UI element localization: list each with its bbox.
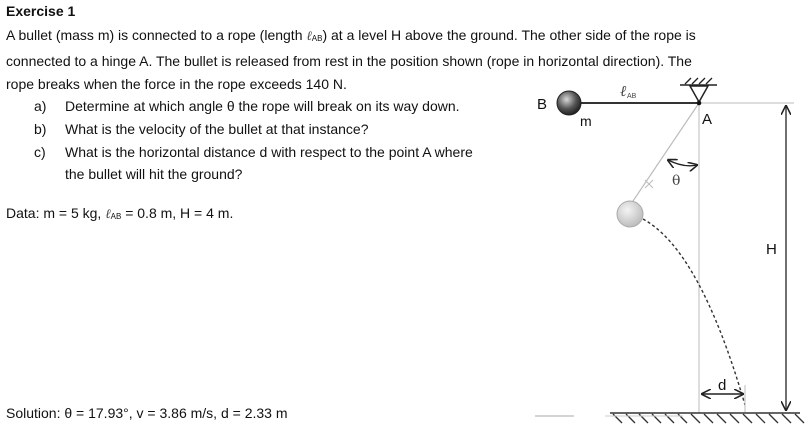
break-mark-icon (645, 180, 653, 188)
solution-line: Solution: θ = 17.93°, v = 3.86 m/s, d = 2.33 m (6, 405, 288, 421)
bullet-initial (557, 91, 581, 115)
length-symbol-data: ℓ (105, 207, 111, 222)
label-m: m (580, 113, 592, 129)
label-B: B (537, 96, 548, 113)
ground-hatch-icon (610, 413, 804, 423)
intro-line-3: rope breaks when the force in the rope exceeds 140 N. (6, 76, 347, 92)
theta-arc-icon (668, 160, 697, 166)
question-b-label: b) (34, 121, 47, 137)
length-subscript: AB (311, 34, 323, 43)
question-c-text: What is the horizontal distance d with respect to the point A where (65, 144, 473, 160)
exercise-title: Exercise 1 (6, 3, 76, 19)
hinge-icon (680, 78, 717, 105)
label-d: d (718, 377, 727, 394)
intro-line-2: connected to a hinge A. The bullet is released from rest in the position shown (rope in horizontal direction). The (6, 53, 692, 69)
rope-inclined (629, 103, 699, 207)
label-l: ℓ (620, 82, 627, 100)
label-H: H (766, 241, 777, 258)
length-symbol: ℓ (306, 29, 312, 44)
label-A: A (702, 111, 713, 128)
question-a-text: Determine at which angle θ the rope will break on its way down. (65, 98, 460, 114)
question-a-label: a) (34, 98, 47, 114)
label-theta: θ (672, 173, 681, 189)
intro-text-1a: A bullet (mass m) is connected to a rope (length (6, 27, 307, 43)
data-prefix: Data: m = 5 kg, (6, 205, 106, 221)
label-l-subscript: AB (627, 93, 637, 100)
data-suffix: = 0.8 m, H = 4 m. (121, 205, 234, 221)
trajectory-dashed (643, 219, 745, 405)
intro-text-1b: ) at a level H above the ground. The other side of the rope is (322, 27, 696, 43)
question-b-text: What is the velocity of the bullet at that instance? (65, 121, 369, 137)
question-c-label: c) (34, 144, 46, 160)
question-c-continued: the bullet will hit the ground? (65, 166, 243, 182)
length-subscript-data: AB (110, 212, 122, 221)
bullet-at-break (617, 201, 643, 227)
